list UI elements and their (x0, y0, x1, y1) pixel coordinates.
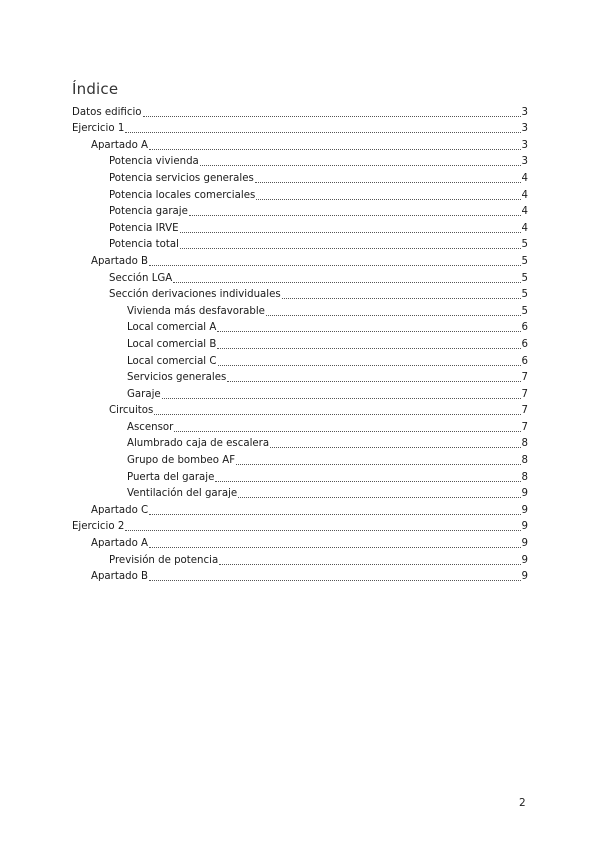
dot-leader (174, 430, 520, 432)
dot-leader (227, 380, 520, 382)
toc-entry[interactable] (72, 318, 528, 335)
dot-leader (266, 314, 521, 316)
toc-entry-page[interactable]: 4 (521, 172, 528, 184)
toc-entry[interactable] (72, 285, 528, 302)
toc-entry-page[interactable]: 8 (521, 438, 528, 450)
toc-entry[interactable] (72, 484, 528, 501)
toc-entry[interactable] (72, 401, 528, 418)
toc-entry-label[interactable]: Apartado B (91, 255, 149, 267)
toc-entry-page[interactable]: 9 (521, 504, 528, 516)
toc-entry-label[interactable]: Previsión de potencia (109, 554, 219, 566)
dot-leader (149, 264, 520, 266)
dot-leader (149, 513, 520, 515)
dot-leader (217, 347, 520, 349)
dot-leader (154, 413, 520, 415)
toc-entry-page[interactable]: 5 (521, 272, 528, 284)
dot-leader (217, 330, 520, 332)
toc-entry[interactable] (72, 351, 528, 368)
toc-entry[interactable] (72, 384, 528, 401)
toc-entry-page[interactable]: 6 (521, 338, 528, 350)
toc-entry-label[interactable]: Ejercicio 1 (72, 123, 125, 135)
dot-leader (238, 496, 520, 498)
dot-leader (189, 214, 521, 216)
dot-leader (149, 546, 521, 548)
toc-entry-label[interactable]: Apartado B (91, 571, 149, 583)
toc-entry[interactable] (72, 268, 528, 285)
toc-entry-label[interactable]: Alumbrado caja de escalera (127, 438, 270, 450)
toc-entry-page[interactable]: 4 (521, 206, 528, 218)
dot-leader (125, 131, 520, 133)
toc-entry-page[interactable]: 3 (521, 156, 528, 168)
toc-entry[interactable] (72, 417, 528, 434)
toc-entry-page[interactable]: 9 (521, 554, 528, 566)
toc-entry[interactable] (72, 301, 528, 318)
index-title: Índice (72, 80, 119, 99)
toc-entry[interactable] (72, 102, 528, 119)
toc-entry-label[interactable]: Sección LGA (109, 272, 173, 284)
toc-entry-page[interactable]: 3 (521, 139, 528, 151)
dot-leader (149, 579, 520, 581)
dot-leader (173, 281, 520, 283)
toc-entry[interactable] (72, 251, 528, 268)
toc-entry-label[interactable]: Datos edificio (72, 106, 142, 118)
toc-entry-label[interactable]: Potencia vivienda (109, 156, 199, 168)
toc-entry[interactable] (72, 533, 528, 550)
toc-entry[interactable] (72, 334, 528, 351)
toc-entry-page[interactable]: 9 (521, 521, 528, 533)
toc-entry-label[interactable]: Ascensor (127, 421, 174, 433)
toc-entry[interactable] (72, 368, 528, 385)
dot-leader (256, 198, 520, 200)
toc-entry-page[interactable]: 3 (521, 106, 528, 118)
toc-entry-label[interactable]: Potencia locales comerciales (109, 189, 256, 201)
toc-entry-page[interactable]: 6 (521, 355, 528, 367)
toc-entry-label[interactable]: Apartado A (91, 538, 149, 550)
dot-leader (162, 397, 521, 399)
toc-entry-label[interactable]: Apartado C (91, 504, 149, 516)
toc-entry-label[interactable]: Local comercial B (127, 338, 217, 350)
toc-entry-label[interactable]: Ventilación del garaje (127, 488, 238, 500)
dot-leader (218, 364, 521, 366)
dot-leader (215, 480, 520, 482)
toc-entry[interactable] (72, 218, 528, 235)
dot-leader (180, 247, 521, 249)
toc-entry[interactable] (72, 235, 528, 252)
toc-entry-label[interactable]: Circuitos (109, 405, 154, 417)
dot-leader (149, 148, 521, 150)
toc-entry-page[interactable]: 7 (521, 421, 528, 433)
toc-entry-page[interactable]: 7 (521, 372, 528, 384)
toc-entry-label[interactable]: Potencia servicios generales (109, 172, 254, 184)
toc-entry[interactable] (72, 185, 528, 202)
toc-entry-page[interactable]: 9 (521, 488, 528, 500)
toc-entry-label[interactable]: Potencia IRVE (109, 222, 179, 234)
toc-entry-page[interactable]: 8 (521, 471, 528, 483)
toc-entry-page[interactable]: 5 (521, 289, 528, 301)
toc-entry-page[interactable]: 5 (521, 239, 528, 251)
toc-entry-page[interactable]: 4 (521, 189, 528, 201)
toc-entry[interactable] (72, 517, 528, 534)
toc-entry[interactable] (72, 119, 528, 136)
dot-leader (200, 164, 521, 166)
toc-entry-label[interactable]: Local comercial C (127, 355, 217, 367)
toc-entry[interactable] (72, 467, 528, 484)
toc-entry-page[interactable]: 3 (521, 123, 528, 135)
toc-entry-page[interactable]: 7 (521, 405, 528, 417)
toc-entry-page[interactable]: 9 (521, 538, 528, 550)
toc-entry-label[interactable]: Local comercial A (127, 322, 217, 334)
toc-entry-label[interactable]: Potencia garaje (109, 206, 188, 218)
toc-entry-label[interactable]: Puerta del garaje (127, 471, 215, 483)
dot-leader (125, 529, 520, 531)
dot-leader (219, 563, 520, 565)
toc-entry-page[interactable]: 8 (521, 455, 528, 467)
toc-entry-page[interactable]: 5 (521, 255, 528, 267)
toc-entry[interactable] (72, 152, 528, 169)
dot-leader (282, 297, 521, 299)
toc-entry[interactable] (72, 135, 528, 152)
page-number: 2 (519, 797, 526, 809)
toc-entry[interactable] (72, 202, 528, 219)
dot-leader (236, 463, 520, 465)
dot-leader (270, 446, 520, 448)
toc-entry-page[interactable]: 7 (521, 388, 528, 400)
table-of-contents (72, 102, 528, 583)
toc-entry[interactable] (72, 567, 528, 584)
toc-entry-page[interactable]: 6 (521, 322, 528, 334)
dot-leader (143, 115, 521, 117)
toc-entry-page[interactable]: 5 (521, 305, 528, 317)
toc-entry[interactable] (72, 550, 528, 567)
toc-entry-label[interactable]: Vivienda más desfavorable (127, 305, 265, 317)
dot-leader (255, 181, 521, 183)
toc-entry-label[interactable]: Servicios generales (127, 372, 227, 384)
toc-entry-label[interactable]: Potencia total (109, 239, 179, 251)
toc-entry-page[interactable]: 4 (521, 222, 528, 234)
toc-entry-label[interactable]: Ejercicio 2 (72, 521, 125, 533)
toc-entry[interactable] (72, 168, 528, 185)
toc-entry-label[interactable]: Apartado A (91, 139, 149, 151)
toc-entry-label[interactable]: Grupo de bombeo AF (127, 455, 236, 467)
toc-entry-label[interactable]: Sección derivaciones individuales (109, 289, 281, 301)
dot-leader (180, 231, 521, 233)
toc-entry-label[interactable]: Garaje (127, 388, 161, 400)
toc-entry[interactable] (72, 434, 528, 451)
toc-entry-page[interactable]: 9 (521, 571, 528, 583)
toc-entry[interactable] (72, 450, 528, 467)
toc-entry[interactable] (72, 500, 528, 517)
